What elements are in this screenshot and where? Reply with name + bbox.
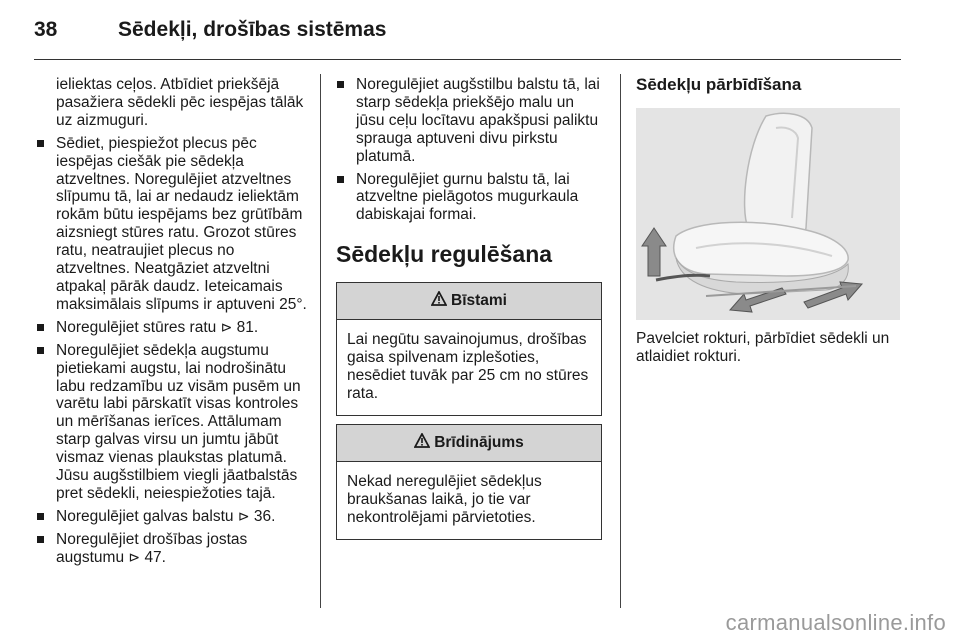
page-reference[interactable]: 47.: [144, 548, 166, 566]
danger-box: [336, 282, 602, 416]
page-reference[interactable]: 81.: [236, 318, 259, 336]
section-heading: Sēdekļu pārbīdīšana: [636, 75, 802, 94]
page-reference[interactable]: 36.: [253, 507, 276, 525]
danger-text: Lai negūtu savainojumus, drošības gaisa spilvenam izplešoties, nesēdiet tuvāk par 25 cm no stūres rata.: [347, 331, 589, 402]
column-left: [36, 76, 308, 572]
reference-arrow-icon: ⊳: [220, 318, 233, 335]
reference-arrow-icon: ⊳: [237, 507, 250, 524]
list-item: Noregulējiet augšstilbu balstu tā, lai starp sēdekļa priekšējo malu un jūsu ceļu locītavu apakšpusi paliktu sprauga aptuveni divu pirkstu platumā.: [336, 76, 602, 166]
chapter-title: Sēdekļi, drošības sistēmas: [118, 18, 387, 41]
seat-adjustment-illustration: [636, 108, 900, 320]
reference-arrow-icon: ⊳: [128, 548, 141, 565]
warning-triangle-icon: [431, 291, 447, 311]
column-right: [636, 76, 902, 366]
illustration-caption: Pavelciet rokturi, pārbīdiet sēdekli un atlaidiet rokturi.: [636, 329, 890, 365]
column-middle: [336, 76, 602, 548]
list-item: Noregulējiet galvas balstu ⊳ 36.: [36, 508, 308, 526]
warning-text: Nekad neregulējiet sēdekļus braukšanas laikā, jo tie var nekontrolējami pārvietoties.: [347, 472, 542, 526]
bullet-icon: [37, 140, 44, 147]
column-divider: [320, 74, 321, 608]
list-item: Noregulējiet drošības jostas augstumu ⊳ 47.: [36, 531, 308, 567]
bullet-icon: [37, 347, 44, 354]
continuation-text: ieliektas ceļos. Atbīdiet priekšējā pasažiera sēdekli pēc iespējas tālāk uz aizmuguri.: [56, 76, 304, 129]
watermark: carmanualsonline.info: [725, 610, 946, 635]
warning-box: [336, 424, 602, 540]
warning-triangle-icon: [414, 433, 430, 453]
danger-title: Bīstami: [451, 292, 507, 310]
header-rule: [34, 59, 901, 60]
page-header: [0, 0, 960, 60]
adjustment-list-continued: [336, 76, 602, 224]
bullet-icon: [337, 81, 344, 88]
column-divider: [620, 74, 621, 608]
list-item: Noregulējiet sēdekļa augstumu pietiekami augstu, lai nodrošinātu labu redzamību uz visām pusēm un varētu labi pārskatīt visas kontroles un mērīšanas ierīces. Attālumam starp galvas virsu un jumtu jābūt vismaz vienas plaukstas platumā. Jūsu augšstilbiem viegli jāatbalstās pret sēdekli, neiespiežoties tajā.: [36, 342, 308, 503]
bullet-icon: [37, 324, 44, 331]
list-item: Noregulējiet stūres ratu ⊳ 81.: [36, 319, 308, 337]
list-item: Sēdiet, piespiežot plecus pēc iespējas ciešāk pie sēdekļa atzveltnes. Noregulējiet atzveltnes slīpumu tā, lai ar nedaudz ieliektām rokām būtu iespējams bez grūtībām aizsniegt stūres ratu. Grozot stūres ratu, neatraujiet plecus no atzveltnes. Neatgāziet atzveltni atpakaļ pārāk daudz. Ieteicamais maksimālais slīpums ir aptuveni 25°.: [36, 135, 308, 314]
adjustment-list: [36, 135, 308, 567]
page-number: 38: [34, 18, 58, 41]
bullet-icon: [37, 536, 44, 543]
list-item: Noregulējiet gurnu balstu tā, lai atzveltne pielāgotos mugurkaula dabiskajai formai.: [336, 171, 602, 225]
bullet-icon: [37, 513, 44, 520]
warning-title: Brīdinājums: [434, 433, 524, 451]
warning-box-header: [337, 425, 601, 462]
danger-box-header: [337, 283, 601, 320]
section-heading: Sēdekļu regulēšana: [336, 241, 553, 268]
bullet-icon: [337, 176, 344, 183]
